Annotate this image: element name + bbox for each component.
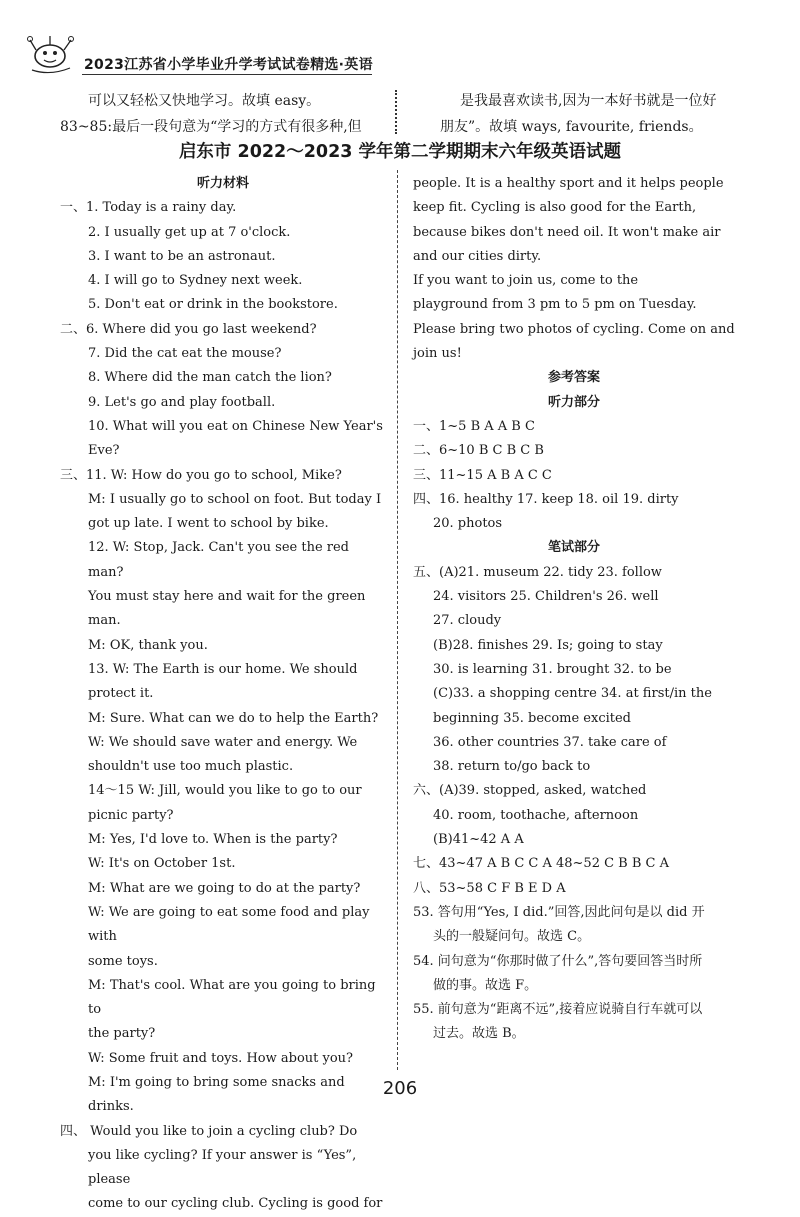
text-line: M: OK, thank you. xyxy=(88,637,208,653)
text-line: because bikes don't need oil. It won't make air xyxy=(413,224,721,240)
section-title: 参考答案 xyxy=(547,370,600,386)
text-line: 83~85:最后一段句意为“学习的方式有很多种,但 xyxy=(60,119,362,135)
text-line: 四、 Would you like to join a cycling club? Do xyxy=(60,1123,358,1139)
text-line: 过去。故选 B。 xyxy=(433,1026,525,1042)
passage-continuation xyxy=(413,172,735,366)
text-line: 24. visitors 25. Children's 26. well xyxy=(433,589,659,605)
text-line: 做的事。故选 F。 xyxy=(433,977,538,993)
text-line: W: Some fruit and toys. How about you? xyxy=(88,1050,354,1066)
text-line: the party? xyxy=(88,1026,156,1042)
text-line: Please bring two photos of cycling. Come on and xyxy=(413,321,735,337)
text-line: 40. room, toothache, afternoon xyxy=(433,807,639,823)
text-line: M: That's cool. What are you going to bring to xyxy=(88,977,376,1018)
page-title: 启东市 2022～2023 学年第二学期期末六年级英语试题 xyxy=(178,142,622,162)
text-line: 一、1~5 B A A B C xyxy=(413,418,535,434)
text-line: some toys. xyxy=(88,953,158,969)
text-line: 36. other countries 37. take care of xyxy=(433,734,667,750)
text-line: M: I usually go to school on foot. But today I xyxy=(88,491,382,507)
cartoon-mascot-icon xyxy=(24,32,80,76)
header-title: 2023江苏省小学毕业升学考试试卷精选·英语 xyxy=(84,57,373,73)
text-line: You must stay here and wait for the green man. xyxy=(88,589,366,629)
text-line: playground from 3 pm to 5 pm on Tuesday. xyxy=(413,297,697,313)
text-line: W: We are going to eat some food and play with xyxy=(88,904,370,945)
text-line: 55. 前句意为“距离不远”,接着应说骑自行车就可以 xyxy=(413,1002,703,1018)
text-line: 14～15 W: Jill, would you like to go to our xyxy=(88,783,362,799)
text-line: 30. is learning 31. brought 32. to be xyxy=(433,661,672,677)
text-line: beginning 35. become excited xyxy=(433,710,632,726)
text-line: and our cities dirty. xyxy=(413,248,542,264)
section-title: 笔试部分 xyxy=(547,540,600,556)
text-line: 二、6. Where did you go last weekend? xyxy=(60,321,317,337)
text-line: 13. W: The Earth is our home. We should xyxy=(88,661,358,677)
column-divider xyxy=(397,170,398,1070)
header-rule xyxy=(82,74,372,75)
text-line: 八、53~58 C F B E D A xyxy=(413,880,566,896)
text-line: M: I'm going to bring some snacks and drinks. xyxy=(88,1074,345,1115)
section-title: 听力部分 xyxy=(547,394,600,410)
text-line: 10. What will you eat on Chinese New Year's xyxy=(88,418,383,434)
text-line: (B)41~42 A A xyxy=(433,832,524,848)
text-line: 38. return to/go back to xyxy=(433,759,591,775)
text-line: (B)28. finishes 29. Is; going to stay xyxy=(433,637,663,653)
text-line: 七、43~47 A B C C A 48~52 C B B C A xyxy=(413,856,670,872)
text-line: 3. I want to be an astronaut. xyxy=(88,248,276,264)
text-line: 五、(A)21. museum 22. tidy 23. follow xyxy=(413,564,662,580)
text-line: 20. photos xyxy=(433,516,503,532)
running-header xyxy=(24,22,373,80)
text-line: 7. Did the cat eat the mouse? xyxy=(88,346,282,362)
text-line: 三、11~15 A B A C C xyxy=(413,467,552,483)
text-line: join us! xyxy=(413,346,462,362)
text-line: you like cycling? If your answer is “Yes”, please xyxy=(88,1147,357,1188)
text-line: shouldn't use too much plastic. xyxy=(88,759,294,775)
text-line: 2. I usually get up at 7 o'clock. xyxy=(88,224,291,240)
left-column xyxy=(60,172,386,1217)
listening-script xyxy=(60,196,386,1216)
text-line: come to our cycling club. Cycling is good for xyxy=(88,1196,383,1212)
text-line: Eve? xyxy=(88,443,120,459)
column-divider xyxy=(395,90,397,134)
text-line: 5. Don't eat or drink in the bookstore. xyxy=(88,297,338,313)
top-right-continuation xyxy=(440,88,760,140)
page-number: 206 xyxy=(382,1078,418,1099)
text-line: 8. Where did the man catch the lion? xyxy=(88,370,332,386)
text-line: 三、11. W: How do you go to school, Mike? xyxy=(60,467,342,483)
text-line: W: It's on October 1st. xyxy=(88,856,236,872)
text-line: 六、(A)39. stopped, asked, watched xyxy=(413,783,647,799)
text-line: 9. Let's go and play football. xyxy=(88,394,276,410)
text-line: M: What are we going to do at the party? xyxy=(88,880,361,896)
text-line: 可以又轻松又快地学习。故填 easy。 xyxy=(88,93,321,109)
text-line: got up late. I went to school by bike. xyxy=(88,516,329,532)
text-line: 朋友”。故填 ways, favourite, friends。 xyxy=(440,119,703,135)
text-line: 4. I will go to Sydney next week. xyxy=(88,273,303,289)
text-line: M: Yes, I'd love to. When is the party? xyxy=(88,832,338,848)
section-title: 听力材料 xyxy=(196,176,249,191)
text-line: 27. cloudy xyxy=(433,613,502,629)
text-line: keep fit. Cycling is also good for the Earth, xyxy=(413,200,697,216)
text-line: 54. 问句意为“你那时做了什么”,答句要回答当时所 xyxy=(413,953,703,969)
top-left-continuation xyxy=(60,88,390,140)
text-line: people. It is a healthy sport and it helps people xyxy=(413,176,724,191)
written-answers xyxy=(413,561,735,1047)
text-line: If you want to join us, come to the xyxy=(413,273,639,289)
text-line: 四、16. healthy 17. keep 18. oil 19. dirty xyxy=(413,491,679,507)
text-line: 12. W: Stop, Jack. Can't you see the red man? xyxy=(88,540,349,580)
text-line: 是我最喜欢读书,因为一本好书就是一位好 xyxy=(460,93,717,109)
text-line: 头的一般疑问句。故选 C。 xyxy=(433,929,591,945)
text-line: 一、1. Today is a rainy day. xyxy=(60,200,237,216)
listening-answers xyxy=(413,415,735,536)
text-line: M: Sure. What can we do to help the Earth? xyxy=(88,710,379,726)
text-line: picnic party? xyxy=(88,807,174,823)
text-line: 二、6~10 B C B C B xyxy=(413,443,544,459)
text-line: W: We should save water and energy. We xyxy=(88,734,358,750)
text-line: protect it. xyxy=(88,686,154,702)
text-line: (C)33. a shopping centre 34. at first/in the xyxy=(433,686,712,702)
text-line: 53. 答句用“Yes, I did.”回答,因此问句是以 did 开 xyxy=(413,904,705,920)
right-column xyxy=(413,172,735,1047)
